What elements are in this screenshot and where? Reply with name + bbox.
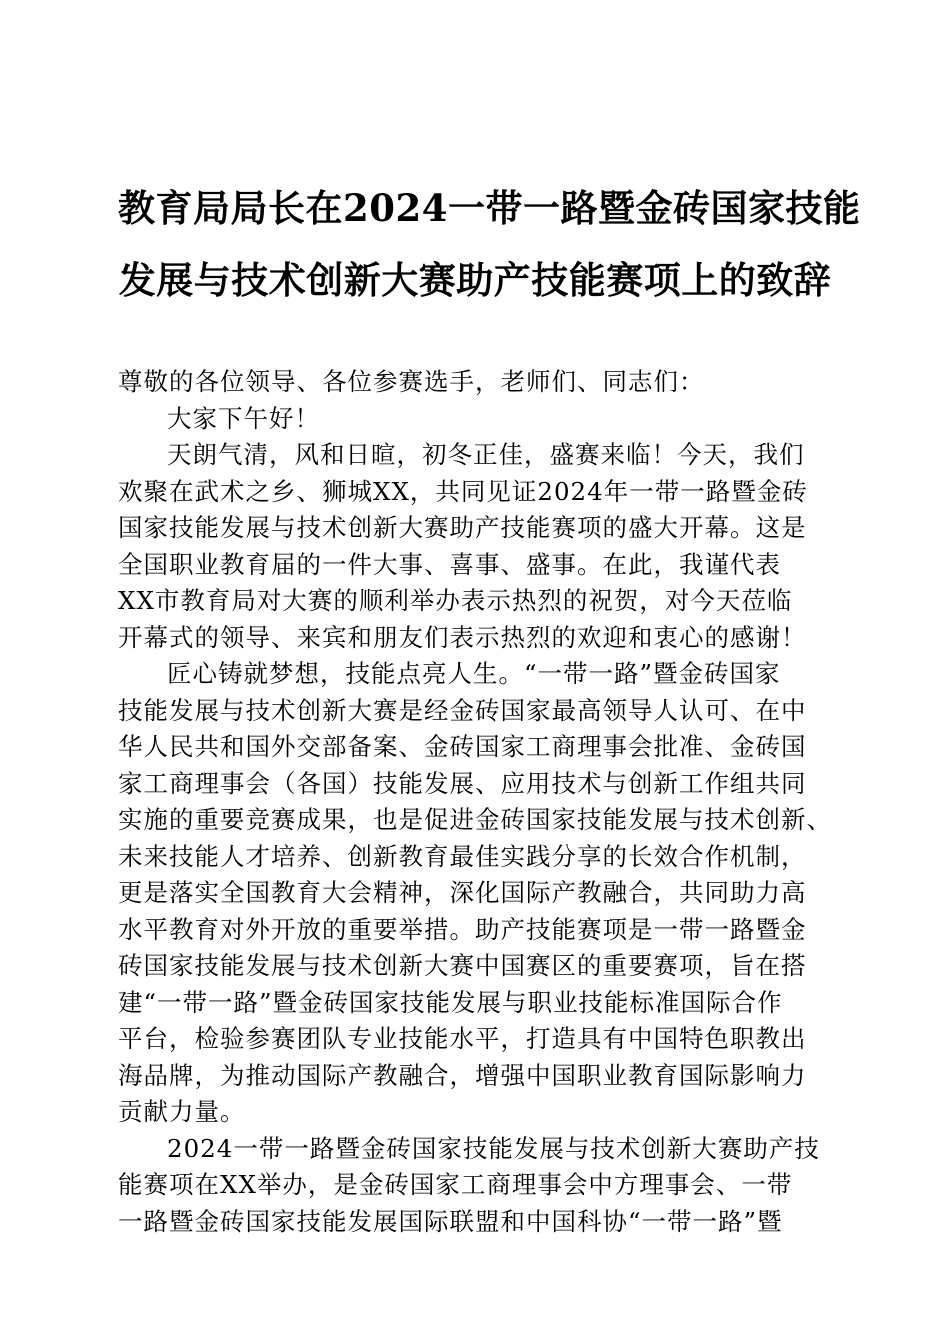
paragraph-line: 家工商理事会（各国）技能发展、应用技术与创新工作组共同 bbox=[118, 768, 807, 798]
document-title bbox=[118, 172, 861, 316]
paragraph-line: 国家技能发展与技术创新大赛助产技能赛项的盛大开幕。这是 bbox=[118, 513, 807, 542]
paragraph-line: 海品牌，为推动国际产教融合，增强中国职业教育国际影响力 bbox=[118, 1060, 807, 1090]
paragraph-line: 更是落实全国教育大会精神，深化国际产教融合，共同助力高 bbox=[118, 878, 807, 907]
paragraph-line: 能赛项在XX举办，是金砖国家工商理事会中方理事会、一带 bbox=[118, 1170, 793, 1199]
paragraph-line: 开幕式的领导、来宾和朋友们表示热烈的欢迎和衷心的感谢！ bbox=[118, 622, 807, 652]
paragraph-line: 未来技能人才培养、创新教育最佳实践分享的长效合作机制， bbox=[118, 841, 807, 871]
paragraph-line: 技能发展与技术创新大赛是经金砖国家最高领导人认可、在中 bbox=[118, 695, 807, 725]
paragraph-line: 砖国家技能发展与技术创新大赛中国赛区的重要赛项，旨在搭 bbox=[118, 951, 807, 980]
paragraph-3 bbox=[118, 1131, 824, 1241]
paragraph-line: 欢聚在武术之乡、狮城XX，共同见证2024年一带一路暨金砖 bbox=[118, 476, 808, 506]
paragraph-line: 平台，检验参赛团队专业技能水平，打造具有中国特色职教出 bbox=[118, 1024, 807, 1053]
paragraph-line: 实施的重要竞赛成果，也是促进金砖国家技能发展与技术创新、 bbox=[118, 805, 832, 834]
paragraph-line: 华人民共和国外交部备案、金砖国家工商理事会批准、金砖国 bbox=[118, 732, 807, 761]
salutation: 尊敬的各位领导、各位参赛选手，老师们、同志们： bbox=[118, 367, 705, 396]
paragraph-line: 天朗气清，风和日暄，初冬正佳，盛赛来临！今天，我们 bbox=[167, 440, 805, 469]
paragraph-line: 全国职业教育届的一件大事、喜事、盛事。在此，我谨代表 bbox=[118, 549, 781, 579]
paragraph-line: 匠心铸就梦想，技能点亮人生。“一带一路”暨金砖国家 bbox=[167, 659, 781, 688]
paragraph-line: 贡献力量。 bbox=[118, 1097, 246, 1126]
document-body bbox=[118, 364, 832, 1240]
title-line-1: 教育局局长在2024一带一路暨金砖国家技能 bbox=[118, 186, 861, 230]
title-line-2: 发展与技术创新大赛助产技能赛项上的致辞 bbox=[118, 258, 832, 302]
greeting: 大家下午好！ bbox=[167, 403, 320, 433]
paragraph-line: 建“一带一路”暨金砖国家技能发展与职业技能标准国际合作 bbox=[118, 987, 783, 1017]
paragraph-line: 2024一带一路暨金砖国家技能发展与技术创新大赛助产技 bbox=[167, 1133, 820, 1163]
paragraph-1 bbox=[118, 437, 824, 656]
paragraph-line: 水平教育对外开放的重要举措。助产技能赛项是一带一路暨金 bbox=[118, 914, 807, 944]
paragraph-line: 一路暨金砖国家技能发展国际联盟和中国科协“一带一路”暨 bbox=[118, 1206, 783, 1236]
paragraph-2 bbox=[118, 656, 832, 1131]
paragraph-line: XX市教育局对大赛的顺利举办表示热烈的祝贺，对今天莅临 bbox=[118, 586, 793, 615]
